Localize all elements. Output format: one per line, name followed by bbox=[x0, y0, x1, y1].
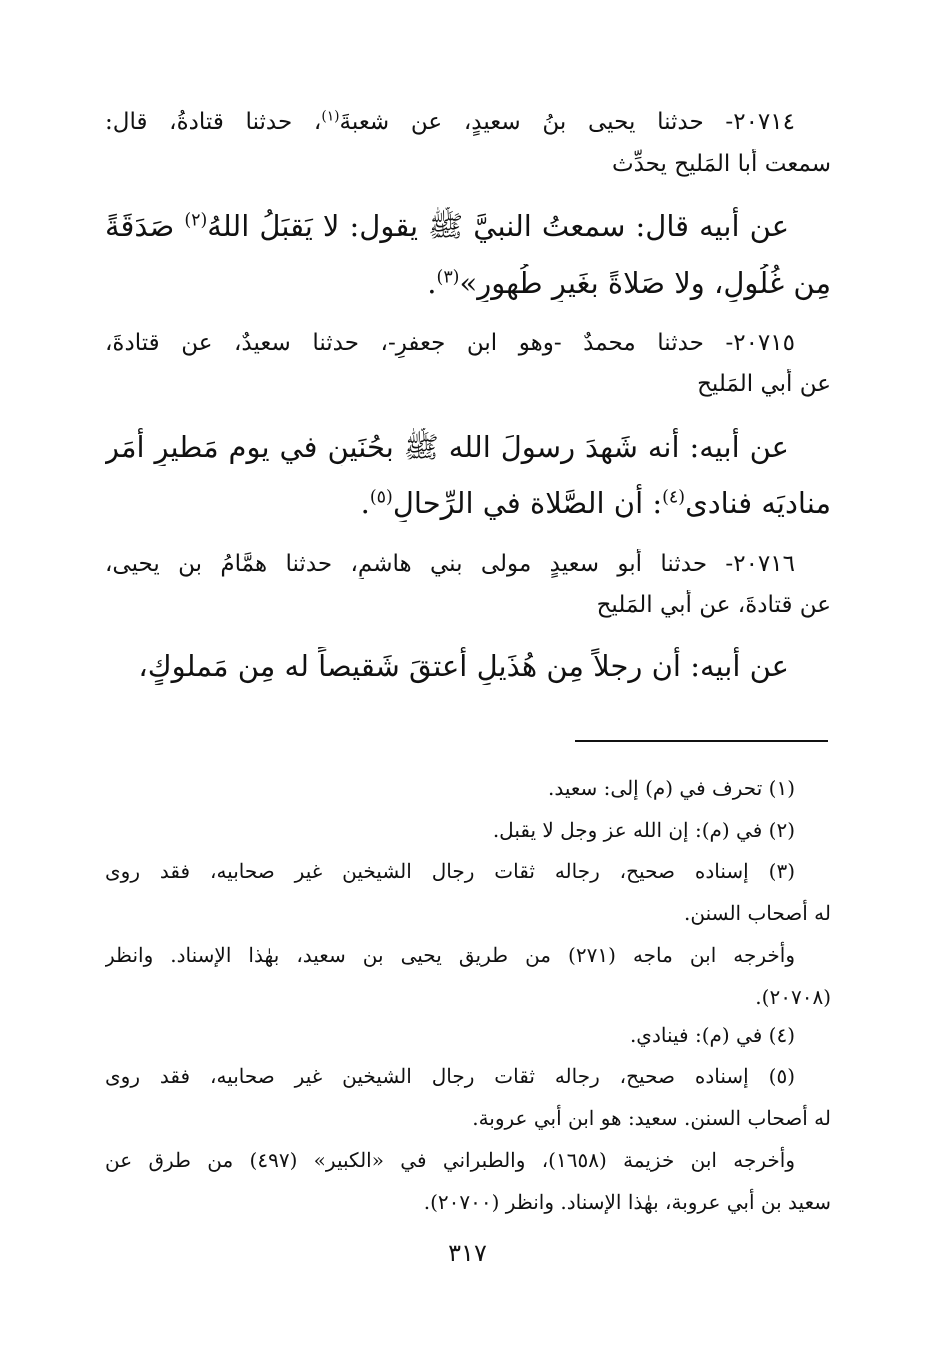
matn-text: مناديَه فنادى bbox=[685, 486, 831, 520]
footnote-5-line-2: له أصحاب السنن. سعيد: هو ابن أبي عروبة. bbox=[472, 1106, 831, 1130]
footnote-ref-3: (٣) bbox=[436, 267, 460, 288]
footnote-1: (١) تحرف في (م) إلى: سعيد. bbox=[548, 776, 795, 800]
hadith-20716-isnad-line-1: ٢٠٧١٦- حدثنا أبو سعيدٍ مولى بني هاشمٍ، حدثنا همَّامُ بن يحيى، bbox=[105, 551, 795, 577]
isnad-text: ٢٠٧١٤- حدثنا يحيى بنُ سعيدٍ، عن شعبةَ bbox=[339, 109, 795, 135]
footnote-2: (٢) في (م): إن الله عز وجل لا يقبل. bbox=[492, 818, 795, 842]
matn-text-mid: : أن الصَّلاة في الرِّحالِ bbox=[392, 486, 663, 520]
matn-text-tail: صَدَقَةً bbox=[105, 209, 185, 243]
footnote-4: (٤) في (م): فينادي. bbox=[629, 1023, 795, 1047]
footnote-ref-1: (١) bbox=[321, 108, 340, 125]
footnote-separator bbox=[575, 740, 828, 742]
footnote-3-line-3: وأخرجه ابن ماجه (٢٧١) من طريق يحيى بن سعيد، بهٰذا الإسناد. وانظر bbox=[105, 943, 795, 967]
matn-text-tail: . bbox=[360, 486, 370, 520]
footnote-ref-2: (٢) bbox=[184, 210, 208, 231]
matn-text: عن أَبيه قال: سمعتُ النبيَّ ﷺ يقول: لا يَقبَلُ اللهُ bbox=[207, 209, 789, 243]
footnote-5-line-1: (٥) إسناده صحيح، رجاله ثقات رجال الشيخين غير صحابيه، فقد روى bbox=[105, 1064, 795, 1088]
footnote-3-line-4: (٢٠٧٠٨). bbox=[755, 985, 831, 1009]
matn-text: مِن غُلُولٍ، ولا صَلاةً بغَيرِ طُهورٍ» bbox=[459, 266, 831, 300]
footnote-ref-4: (٤) bbox=[662, 487, 686, 508]
hadith-20716-isnad-line-2: عن قتادةَ، عن أبي المَليح bbox=[596, 592, 831, 618]
hadith-20715-isnad-line-1: ٢٠٧١٥- حدثنا محمدٌ -وهو ابن جعفرٍ-، حدثنا سعيدٌ، عن قتادةَ، bbox=[105, 330, 795, 356]
hadith-20716-matn-line-1: عن أبيه: أن رجلاً مِن هُذَيلٍ أَعتقَ شَقيصاً له مِن مَملوكٍ، bbox=[138, 649, 789, 683]
footnote-5-line-4: سعيد بن أبي عروبة، بهٰذا الإسناد. وانظر (٢٠٧٠٠). bbox=[423, 1190, 831, 1214]
hadith-20715-matn-line-1: عن أبيه: أنه شَهِدَ رسولَ الله ﷺ بحُنَينٍ في يوم مَطيرٍ أَمَر bbox=[105, 430, 789, 464]
matn-text-tail: . bbox=[427, 266, 437, 300]
hadith-20714-isnad-line-2: سمعت أبا المَليح يحدِّث bbox=[611, 151, 831, 177]
footnote-3-line-2: له أصحاب السنن. bbox=[683, 901, 831, 925]
isnad-text-tail: ، حدثنا قتادةُ، قال: bbox=[105, 109, 322, 135]
footnote-3-line-1: (٣) إسناده صحيح، رجاله ثقات رجال الشيخين غير صحابيه، فقد روى bbox=[105, 859, 795, 883]
hadith-20714-matn-line-2 bbox=[105, 264, 831, 302]
hadith-20714-isnad-line-1 bbox=[105, 107, 831, 137]
page-number: ٣١٧ bbox=[448, 1239, 487, 1267]
hadith-20715-matn-line-2 bbox=[105, 484, 831, 522]
hadith-20715-isnad-line-2: عن أبي المَليح bbox=[697, 371, 831, 397]
footnote-ref-5: (٥) bbox=[369, 487, 393, 508]
footnote-5-line-3: وأخرجه ابن خزيمة (١٦٥٨)، والطبراني في «الكبير» (٤٩٧) من طرق عن bbox=[105, 1148, 796, 1172]
hadith-20714-matn-line-1 bbox=[105, 207, 831, 245]
